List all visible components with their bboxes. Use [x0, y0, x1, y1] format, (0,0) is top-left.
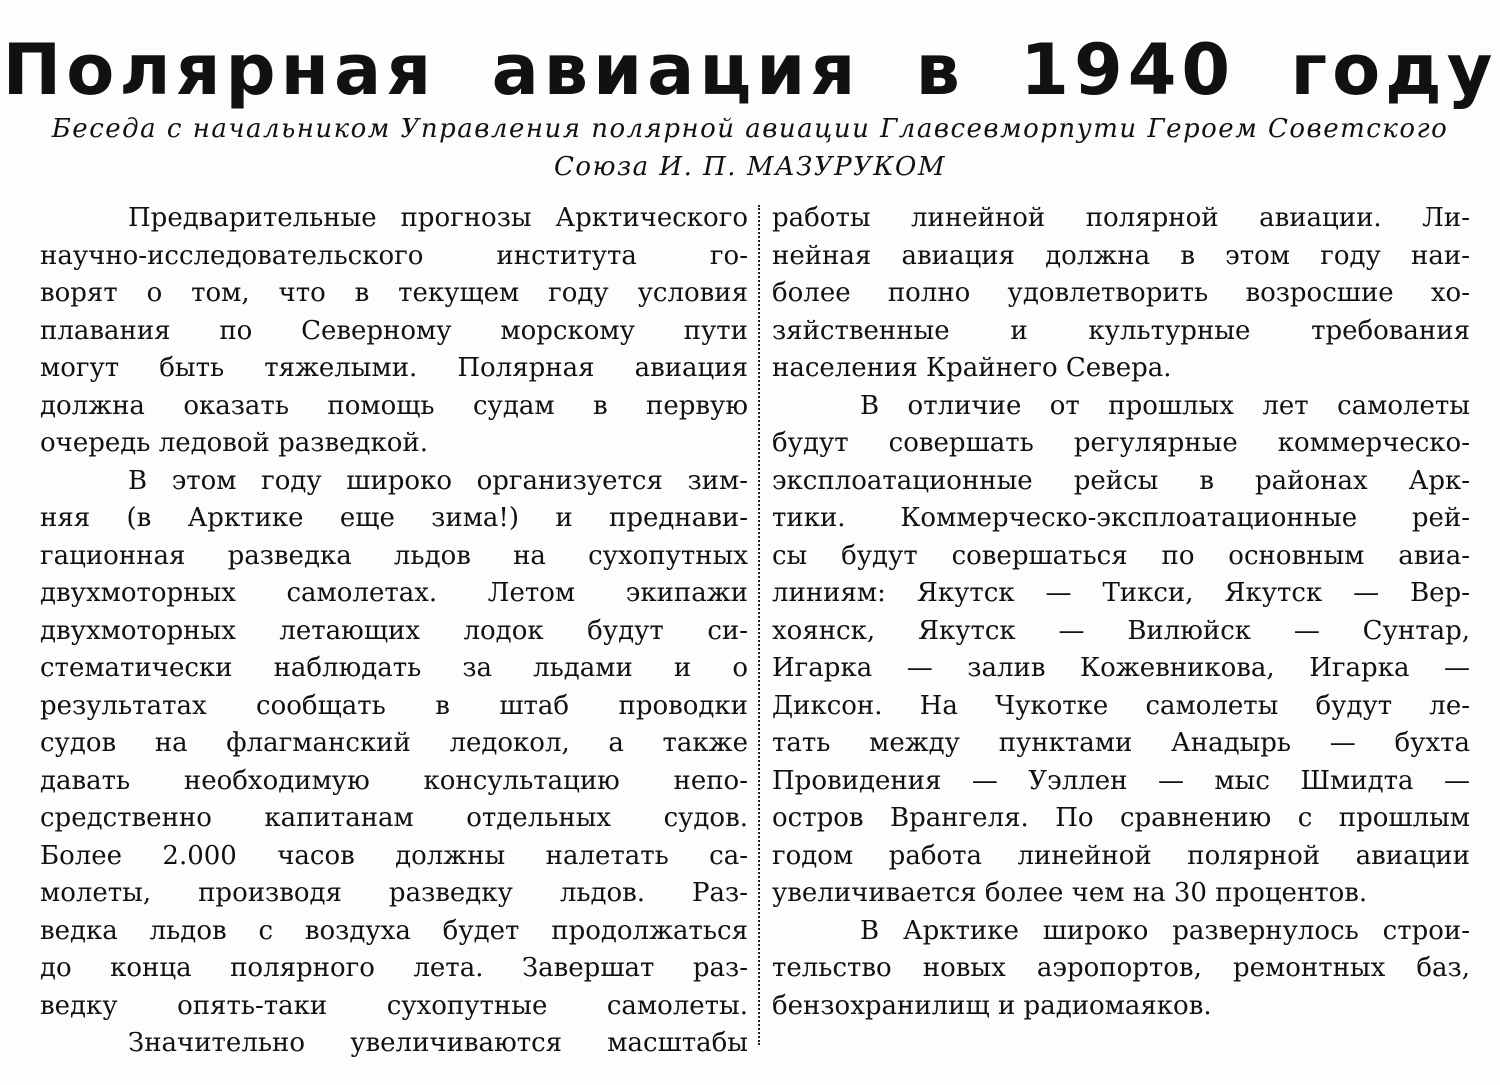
text-line: хоянск, Якутск — Вилюйск — Сунтар,	[772, 615, 1470, 646]
text-line: увеличивается более чем на 30 процентов.	[772, 878, 1368, 908]
text-line: тельство новых аэропортов, ремонтных баз,	[772, 953, 1470, 983]
text-line: очередь ледовой разведкой.	[40, 428, 428, 458]
text-line: зяйственные и культурные требования	[772, 315, 1470, 346]
text-line: средственно капитанам отдельных судов.	[40, 803, 748, 833]
text-line: плавания по Северному морскому пути	[40, 315, 748, 346]
text-line: Провидения — Уэллен — мыс Шмидта —	[772, 765, 1470, 796]
text-line: могут быть тяжелыми. Полярная авиация	[40, 353, 748, 383]
text-line: более полно удовлетворить возросшие хо-	[772, 278, 1470, 308]
text-line: до конца полярного лета. Завершат раз-	[40, 953, 748, 983]
subtitle-line-1: Беседа с начальником Управления полярной авиации Главсевморпути Героем Советского	[51, 114, 1449, 144]
text-line: бензохранилищ и радиомаяков.	[772, 990, 1212, 1021]
text-line: Более 2.000 часов должны налетать са-	[40, 840, 748, 871]
subtitle-line-2: Союза И. П. МАЗУРУКОМ	[554, 152, 946, 182]
text-line: эксплоатационные рейсы в районах Арк-	[772, 465, 1470, 496]
text-line: ведка льдов с воздуха будет продолжаться	[40, 915, 748, 946]
text-line: В этом году широко организуется зим-	[128, 465, 748, 496]
text-line: няя (в Арктике еще зима!) и преднави-	[40, 503, 748, 533]
text-line: гационная разведка льдов на сухопутных	[40, 540, 748, 571]
text-line: тать между пунктами Анадырь — бухта	[772, 728, 1470, 758]
text-line: нейная авиация должна в этом году наи-	[772, 240, 1470, 271]
text-line: будут совершать регулярные коммерческо-	[772, 428, 1470, 458]
text-line: научно-исследовательского института го-	[40, 240, 748, 271]
text-line: годом работа линейной полярной авиации	[772, 840, 1470, 871]
text-line: молеты, производя разведку льдов. Раз-	[40, 878, 748, 908]
text-line: давать необходимую консультацию непо-	[40, 765, 748, 796]
text-line: В отличие от прошлых лет самолеты	[860, 390, 1470, 421]
text-line: Игарка — залив Кожевникова, Игарка —	[772, 653, 1470, 683]
article-subtitle	[30, 110, 1470, 186]
text-line: Предварительные прогнозы Арктического	[128, 203, 748, 233]
text-line: двухмоторных самолетах. Летом экипажи	[40, 578, 748, 608]
text-line: должна оказать помощь судам в первую	[40, 390, 748, 421]
article-headline: Полярная авиация в 1940 году	[2, 29, 1498, 111]
text-line: населения Крайнего Севера.	[772, 353, 1172, 383]
article-column-right	[772, 200, 1470, 1025]
text-line: сы будут совершаться по основным авиа-	[772, 540, 1470, 571]
text-line: двухмоторных летающих лодок будут си-	[40, 615, 748, 646]
text-line: ворят о том, что в текущем году условия	[40, 278, 748, 308]
text-line: судов на флагманский ледокол, а также	[40, 728, 748, 758]
text-line: Значительно увеличиваются масштабы	[128, 1028, 748, 1058]
text-line: остров Врангеля. По сравнению с прошлым	[772, 803, 1470, 833]
column-divider	[758, 205, 760, 1045]
text-line: В Арктике широко развернулось строи-	[860, 915, 1470, 946]
text-line: стематически наблюдать за льдами и о	[40, 653, 748, 683]
text-line: результатах сообщать в штаб проводки	[40, 690, 748, 721]
article-column-left	[40, 200, 748, 1063]
text-line: линиям: Якутск — Тикси, Якутск — Вер-	[772, 578, 1470, 608]
text-line: работы линейной полярной авиации. Ли-	[772, 203, 1470, 233]
text-line: тики. Коммерческо-эксплоатационные рей-	[772, 503, 1470, 533]
text-line: ведку опять-таки сухопутные самолеты.	[40, 990, 748, 1021]
text-line: Диксон. На Чукотке самолеты будут ле-	[772, 690, 1470, 721]
